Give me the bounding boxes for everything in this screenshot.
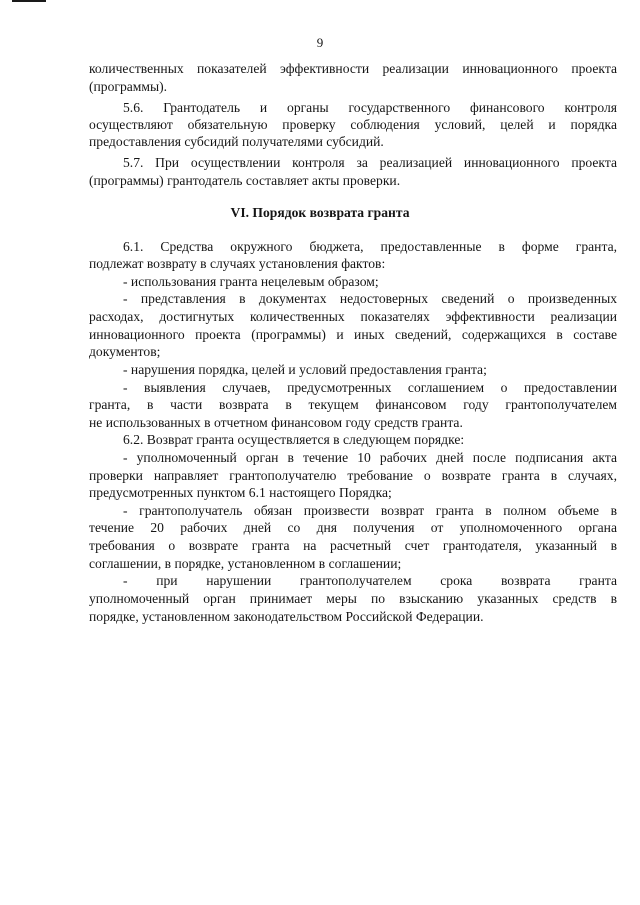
text-line: порядке, установленном законодательством Российской Федерации. (89, 609, 484, 624)
text-line: - уполномоченный орган в течение 10 рабочих дней после подписания акта (123, 450, 617, 465)
text-line: требования о возврате гранта на расчетный счет грантодателя, указанный в (89, 538, 617, 553)
text-line: соглашении, в порядке, установленном в соглашении; (89, 556, 402, 571)
text-line: - грантополучатель обязан произвести возврат гранта в полном объеме в (123, 503, 617, 518)
text-line: 6.1. Средства окружного бюджета, предоставленные в форме гранта, (123, 239, 617, 254)
page-number: 9 (316, 35, 324, 50)
scan-edge-mark (12, 0, 46, 2)
text-line: не использованных в отчетном финансовом году средств гранта. (89, 415, 463, 430)
text-line: (программы). (89, 79, 168, 94)
text-line: подлежат возврату в случаях установления фактов: (89, 256, 386, 271)
text-line: уполномоченный орган принимает меры по взысканию указанных средств в (89, 591, 617, 606)
section-heading: VI. Порядок возврата гранта (230, 205, 410, 220)
text-line: инновационного проекта (программы) и иных сведений, содержащихся в составе (89, 327, 617, 342)
text-line: - при нарушении грантополучателем срока возврата гранта (123, 573, 617, 588)
text-line: - использования гранта нецелевым образом; (123, 274, 379, 289)
text-line: предоставления субсидий получателями субсидий. (89, 134, 384, 149)
text-line: количественных показателей эффективности реализации инновационного проекта (89, 61, 617, 76)
text-line: 5.6. Грантодатель и органы государственного финансового контроля (123, 100, 617, 115)
text-line: документов; (89, 344, 161, 359)
text-line: осуществляют обязательную проверку соблюдения условий, целей и порядка (89, 117, 617, 132)
text-line: гранта, в части возврата в текущем финансовом году грантополучателем (89, 397, 617, 412)
text-line: расходах, достигнутых количественных показателях эффективности реализации (89, 309, 617, 324)
text-line: (программы) грантодатель составляет акты проверки. (89, 173, 401, 188)
text-line: - выявления случаев, предусмотренных соглашением о предоставлении (123, 380, 617, 395)
text-line: 6.2. Возврат гранта осуществляется в следующем порядке: (123, 432, 465, 447)
text-line: течение 20 рабочих дней со дня получения от уполномоченного органа (89, 520, 617, 535)
text-line: - представления в документах недостоверных сведений о произведенных (123, 291, 617, 306)
text-line: предусмотренных пунктом 6.1 настоящего Порядка; (89, 485, 392, 500)
text-line: проверки направляет грантополучателю требование о возврате гранта в случаях, (89, 468, 617, 483)
text-line: - нарушения порядка, целей и условий предоставления гранта; (123, 362, 487, 377)
text-line: 5.7. При осуществлении контроля за реализацией инновационного проекта (123, 155, 617, 170)
